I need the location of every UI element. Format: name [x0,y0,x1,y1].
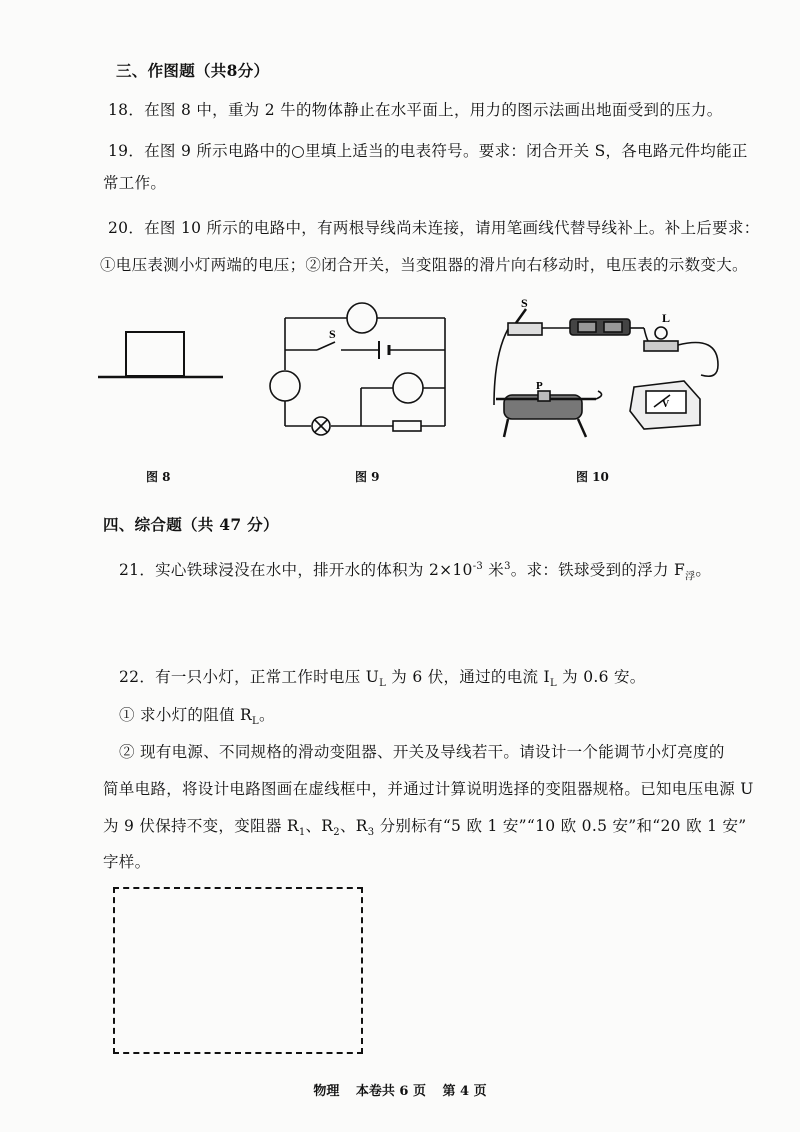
q21-rest: 。求：铁球受到的浮力 F [510,561,686,580]
q21-unit: 米 [483,561,505,580]
footer-total-pages: 本卷共 6 页 [355,1084,426,1099]
footer-subject: 物理 [313,1084,340,1099]
figure-10-lamp-label: L [662,311,671,325]
figure-9-switch-label: S [329,327,336,341]
section-4-title: 四、综合题（共 47 分） [103,515,279,534]
figure-10-switch-label: S [521,296,528,310]
figure-8-caption: 图 8 [146,470,171,484]
q21-end: 。 [695,561,712,580]
figure-8-diagram [95,320,225,385]
question-18: 18．在图 8 中，重为 2 牛的物体静止在水平面上，用力的图示法画出地面受到的压力。 [108,101,723,119]
question-22-part2-line4: 字样。 [103,853,151,871]
question-19-line1: 19．在图 9 所示电路中的○里填上适当的电表符号。要求：闭合开关 S，各电路元件均能正 [108,142,748,160]
question-22-part1: ① 求小灯的阻值 $R_L$。 [119,706,275,728]
question-22-part2-line1: ② 现有电源、不同规格的滑动变阻器、开关及导线若干。请设计一个能调节小灯亮度的 [119,743,725,761]
question-20-line1: 20．在图 10 所示的电路中，有两根导线尚未连接，请用笔画线代替导线补上。补上后要求： [108,219,760,237]
figure-9-caption: 图 9 [355,470,380,484]
question-21 [119,556,760,588]
q21-unit-exponent: 3 [504,561,511,572]
figure-10-caption: 图 10 [576,470,609,484]
q21-text: 21．实心铁球浸没在水中，排开水的体积为 2×10 [119,561,473,580]
figure-9-circuit [265,298,455,438]
section-3-title: 三、作图题（共8分） [116,61,270,80]
answer-dashed-box[interactable] [113,887,363,1054]
footer-current-page: 第 4 页 [442,1084,487,1099]
question-22-part2-line2: 简单电路，将设计电路图画在虚线框中，并通过计算说明选择的变阻器规格。已知电压电源 U [103,780,754,798]
page-footer [0,1080,800,1099]
figure-10-apparatus [486,295,726,460]
q21-exponent: -3 [472,561,484,572]
figure-10-meter-label: V [662,399,670,410]
question-19-line2: 常工作。 [103,174,167,192]
q21-subscript: 浮 [685,571,696,583]
question-22-part2-line3: 为 9 伏保持不变，变阻器 $R_1$、$R_2$、$R_3$ 分别标有“5 欧 1 安”“10 欧 0.5 安”和“20 欧 1 安” [103,817,747,839]
question-22-line1: 22．有一只小灯，正常工作时电压 $U_L$ 为 6 伏，通过的电流 $I_L$ 为 0.6 安。 [119,668,646,690]
figure-10-slider-label: P [536,380,543,392]
question-20-line2: ①电压表测小灯两端的电压；②闭合开关，当变阻器的滑片向右移动时，电压表的示数变大。 [100,256,748,274]
